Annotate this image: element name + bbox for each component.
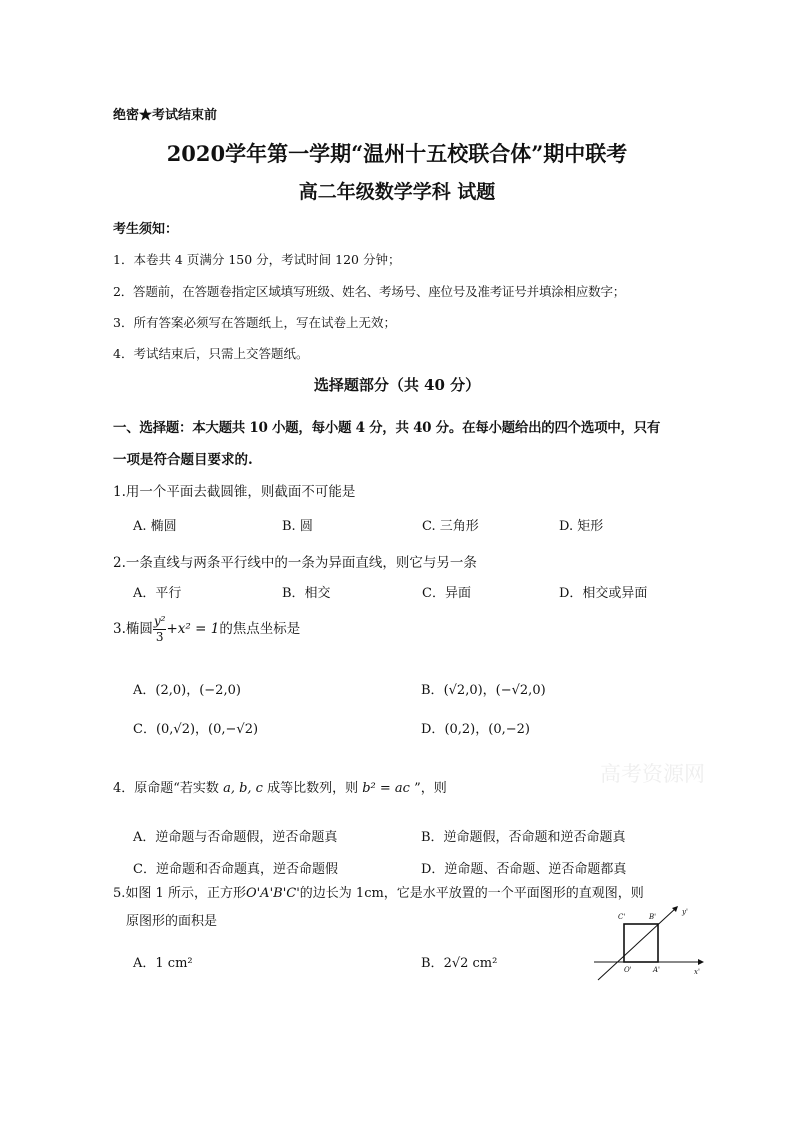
figure-1-diagram [588, 902, 708, 984]
note-item: 1．本卷共 4 页满分 150 分，考试时间 120 分钟； [113, 252, 401, 267]
q3-option-a-label: A． [133, 683, 156, 698]
label-c: C' [618, 913, 626, 921]
q4-equation: b² = ac [362, 781, 410, 796]
q5-option-a-label: A． [133, 956, 156, 971]
question-4-stem [113, 777, 447, 796]
q4-option-d: D．逆命题、否命题、逆否命题都真 [421, 862, 627, 877]
q3-option-c-label: C． [133, 722, 156, 737]
question-1-stem: 1.用一个平面去截圆锥，则截面不可能是 [113, 484, 356, 500]
q3-option-d [421, 718, 530, 737]
q3-option-a-value: (2,0)，(−2,0) [155, 683, 241, 698]
q3-fraction-denominator: 3 [155, 630, 164, 644]
q5-square-name: O'A'B'C' [245, 886, 300, 901]
q5-option-b [421, 952, 497, 971]
q3-option-c [133, 718, 258, 737]
q3-option-d-value: (0,2)，(0,−2) [444, 722, 530, 737]
q3-stem-suffix: 的焦点坐标是 [219, 621, 301, 637]
q3-option-a [133, 679, 241, 698]
q2-option-b: B．相交 [282, 586, 331, 601]
note-item: 4．考试结束后，只需上交答题纸。 [113, 346, 309, 361]
label-o: O' [624, 966, 632, 974]
question-3-stem [113, 608, 300, 650]
note-item: 2．答题前，在答题卷指定区域填写班级、姓名、考场号、座位号及准考证号并填涂相应数字； [113, 284, 626, 299]
q3-option-b-label: B． [421, 683, 444, 698]
note-item: 3．所有答案必须写在答题纸上，写在试卷上无效； [113, 315, 396, 330]
q5-stem-prefix: 5.如图 1 所示，正方形 [113, 886, 246, 901]
label-b: B' [649, 913, 657, 921]
section-intro-line1: 一、选择题：本大题共 10 小题，每小题 4 分，共 40 分。在每小题给出的四个选项中，只有 [113, 420, 661, 436]
q4-variables: a, b, c [223, 781, 263, 796]
q4-option-c: C．逆命题和否命题真，逆否命题假 [133, 862, 338, 877]
watermark-text: 高考资源网 [600, 762, 705, 786]
label-x: x' [694, 968, 700, 976]
q3-option-d-label: D． [421, 722, 445, 737]
q1-option-d: D. 矩形 [559, 519, 604, 534]
q3-option-b [421, 679, 546, 698]
q1-option-b: B. 圆 [282, 519, 313, 534]
q2-option-c: C．异面 [422, 586, 471, 601]
question-2-stem: 2.一条直线与两条平行线中的一条为异面直线，则它与另一条 [113, 555, 477, 571]
exam-subtitle: 高二年级数学学科 试题 [298, 181, 496, 203]
q3-stem-prefix: 3.椭圆 [113, 621, 153, 637]
section-intro-line2: 一项是符合题目要求的. [113, 452, 253, 468]
q1-option-a: A. 椭圆 [133, 519, 177, 534]
q4-option-b: B．逆命题假，否命题和逆否命题真 [421, 830, 626, 845]
question-5-stem-line1 [113, 882, 644, 901]
q3-equation: +x² = 1 [166, 621, 220, 637]
q4-stem-mid: 成等比数列，则 [262, 781, 363, 796]
q4-stem-suffix: ”，则 [409, 781, 447, 796]
confidential-mark: 绝密★考试结束前 [113, 108, 218, 123]
q1-option-c: C. 三角形 [422, 519, 479, 534]
q2-option-d: D．相交或异面 [559, 586, 648, 601]
question-5-stem-line2: 原图形的面积是 [126, 914, 218, 929]
section-title: 选择题部分（共 40 分） [313, 376, 481, 394]
q5-option-a-value: 1 cm² [155, 956, 193, 971]
q3-fraction-numerator: y² [153, 614, 166, 628]
q5-stem-suffix: 的边长为 1cm，它是水平放置的一个平面图形的直观图，则 [299, 886, 644, 901]
q5-option-a [133, 952, 193, 971]
q2-option-a: A．平行 [133, 586, 182, 601]
q5-option-b-label: B． [421, 956, 444, 971]
q3-option-b-value: (√2,0)，(−√2,0) [443, 683, 546, 698]
q4-option-a: A．逆命题与否命题假，逆否命题真 [133, 830, 338, 845]
q3-fraction [153, 614, 167, 645]
label-y: y' [682, 908, 688, 916]
notes-heading: 考生须知： [113, 222, 179, 237]
exam-title: 2020学年第一学期“温州十五校联合体”期中联考 [166, 141, 628, 166]
q4-stem-prefix: 4．原命题“若实数 [113, 781, 224, 796]
y-axis-line [598, 908, 676, 980]
q3-option-c-value: (0,√2)，(0,−√2) [155, 722, 259, 737]
x-axis-arrow [698, 959, 704, 965]
q5-option-b-value: 2√2 cm² [443, 956, 498, 971]
label-a: A' [653, 966, 660, 974]
